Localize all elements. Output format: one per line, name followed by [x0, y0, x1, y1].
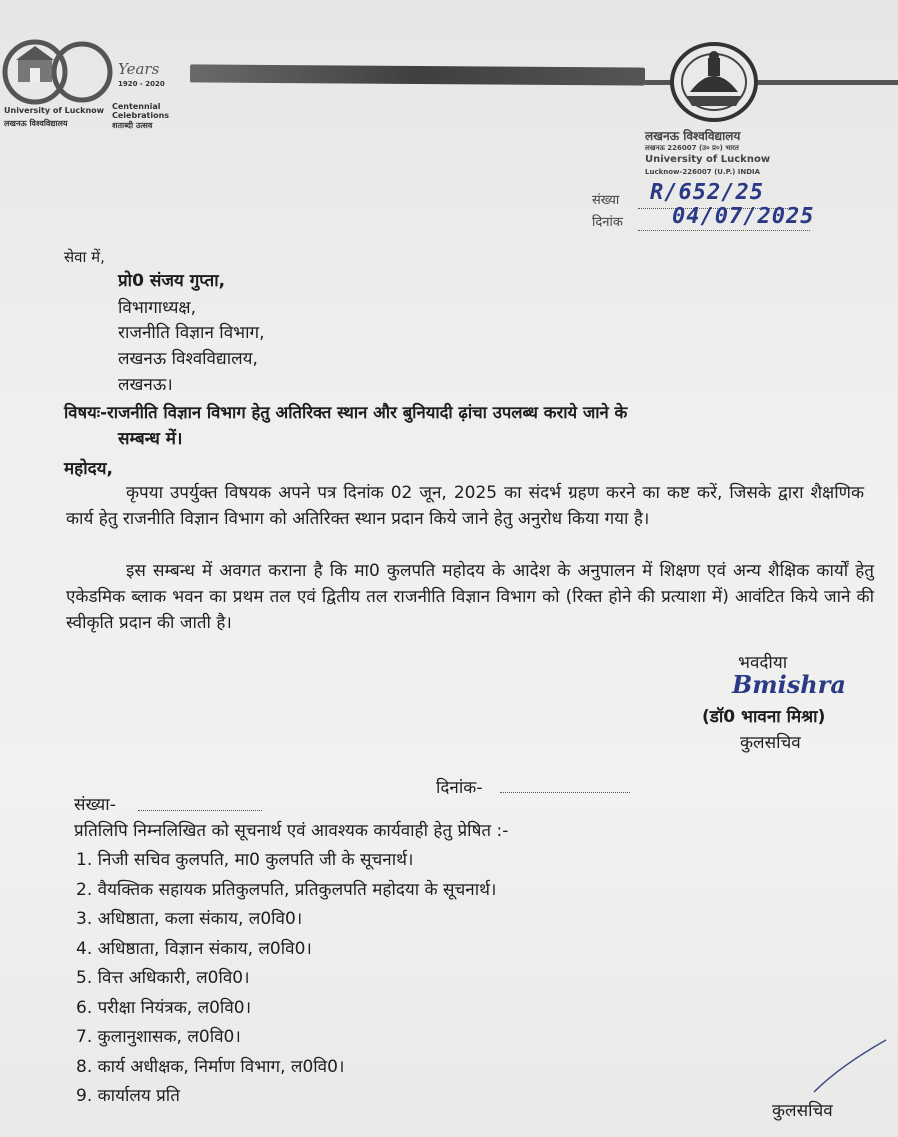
header-bar	[190, 64, 645, 85]
univ-addr-en: Lucknow-226007 (U.P.) INDIA	[645, 168, 761, 176]
list-item: 7. कुलानुशासक, ल0वि0।	[76, 1027, 241, 1047]
list-item: 1. निजी सचिव कुलपति, मा0 कुलपति जी के सूचनार्थ।	[76, 850, 414, 870]
list-item: 6. परीक्षा नियंत्रक, ल0वि0।	[76, 997, 252, 1018]
list-item: 4. अधिष्ठाता, विज्ञान संकाय, ल0वि0।	[76, 938, 312, 959]
recipient-designation: विभागाध्यक्ष,	[118, 298, 197, 318]
signatory-name: (डॉ0 भावना मिश्रा)	[702, 707, 826, 727]
handwritten-signature: Bmishra	[732, 670, 846, 699]
ref-date-line	[638, 230, 810, 231]
ref-date-label: दिनांक	[592, 215, 623, 230]
closing: भवदीया	[738, 653, 788, 673]
list-item: 2. वैयक्तिक सहायक प्रतिकुलपति, प्रतिकुलपति महोदया के सूचनार्थ।	[76, 879, 497, 900]
signature-stroke-icon	[810, 1036, 890, 1096]
university-seal-icon	[668, 40, 760, 124]
copy-list	[76, 846, 496, 1112]
copy-date-label: दिनांक-	[436, 778, 483, 798]
recipient-department: राजनीति विज्ञान विभाग,	[118, 323, 265, 343]
copy-number-line	[138, 810, 262, 811]
salutation-to: सेवा में,	[64, 248, 105, 266]
body-paragraph-1: कृपया उपर्युक्त विषयक अपने पत्र दिनांक 02 जून, 2025 का संदर्भ ग्रहण करने का कष्ट करें, जिसके द्वारा शैक्षणिक कार्य हेतु राजनीति विज्ञान विभाग को अतिरिक्त स्थान प्रदान किये जाने हेतु अनुरोध किया गया है।	[66, 483, 864, 529]
university-address	[645, 130, 770, 178]
body-paragraph-2: इस सम्बन्ध में अवगत कराना है कि मा0 कुलपति महोदय के आदेश के अनुपालन में शिक्षण एवं अन्य शैक्षिक कार्यों हेतु एकेडमिक ब्लाक भवन का प्रथम तल एवं द्वितीय तल राजनीति विज्ञान विभाग को (रिक्त होने की प्रत्याशा में) आवंटित किये जाने की स्वीकृति प्रदान की जाती है।	[66, 561, 874, 633]
centenary-years-text: Years	[118, 60, 160, 78]
copy-number-label: संख्या-	[74, 795, 116, 815]
subject-line-1: विषयः-राजनीति विज्ञान विभाग हेतु अतिरिक्त स्थान और बुनियादी ढ़ांचा उपलब्ध कराये जाने के	[64, 403, 628, 422]
ref-number-value: R/652/25	[650, 180, 764, 205]
copy-date-line	[500, 792, 630, 793]
list-item: 9. कार्यालय प्रति	[76, 1086, 180, 1106]
ref-date-value: 04/07/2025	[672, 204, 815, 229]
left-univ-hi: लखनऊ विश्वविद्यालय	[4, 119, 68, 128]
subject-line-2: सम्बन्ध में।	[118, 429, 183, 449]
list-item: 5. वित्त अधिकारी, ल0वि0।	[76, 968, 250, 988]
list-item: 3. अधिष्ठाता, कला संकाय, ल0वि0।	[76, 909, 303, 929]
univ-name-hi: लखनऊ विश्वविद्यालय	[645, 129, 741, 143]
centenary-label-en: Centennial Celebrations	[112, 102, 170, 120]
centenary-logo	[0, 38, 200, 128]
left-univ-en: University of Lucknow	[4, 106, 105, 115]
signatory-title: कुलसचिव	[740, 733, 801, 753]
copy-signatory: कुलसचिव	[772, 1101, 833, 1121]
recipient-city: लखनऊ।	[118, 375, 173, 395]
univ-addr-hi: लखनऊ 226007 (उ० प्र०) भारत	[645, 144, 739, 152]
list-item: 8. कार्य अधीक्षक, निर्माण विभाग, ल0वि0।	[76, 1056, 345, 1077]
recipient-name: प्रो0 संजय गुप्ता,	[118, 271, 226, 291]
univ-name-en: University of Lucknow	[645, 154, 771, 165]
recipient-university: लखनऊ विश्वविद्यालय,	[118, 349, 258, 369]
centenary-label-hi: शताब्दी उत्सव	[112, 121, 153, 130]
greeting: महोदय,	[64, 459, 113, 479]
ref-number-label: संख्या	[592, 193, 620, 208]
copy-intro: प्रतिलिपि निम्नलिखित को सूचनार्थ एवं आवश्यक कार्यवाही हेतु प्रेषित :-	[74, 821, 509, 841]
centenary-range: 1920 - 2020	[118, 80, 165, 88]
centenary-emblem-icon	[0, 38, 120, 108]
